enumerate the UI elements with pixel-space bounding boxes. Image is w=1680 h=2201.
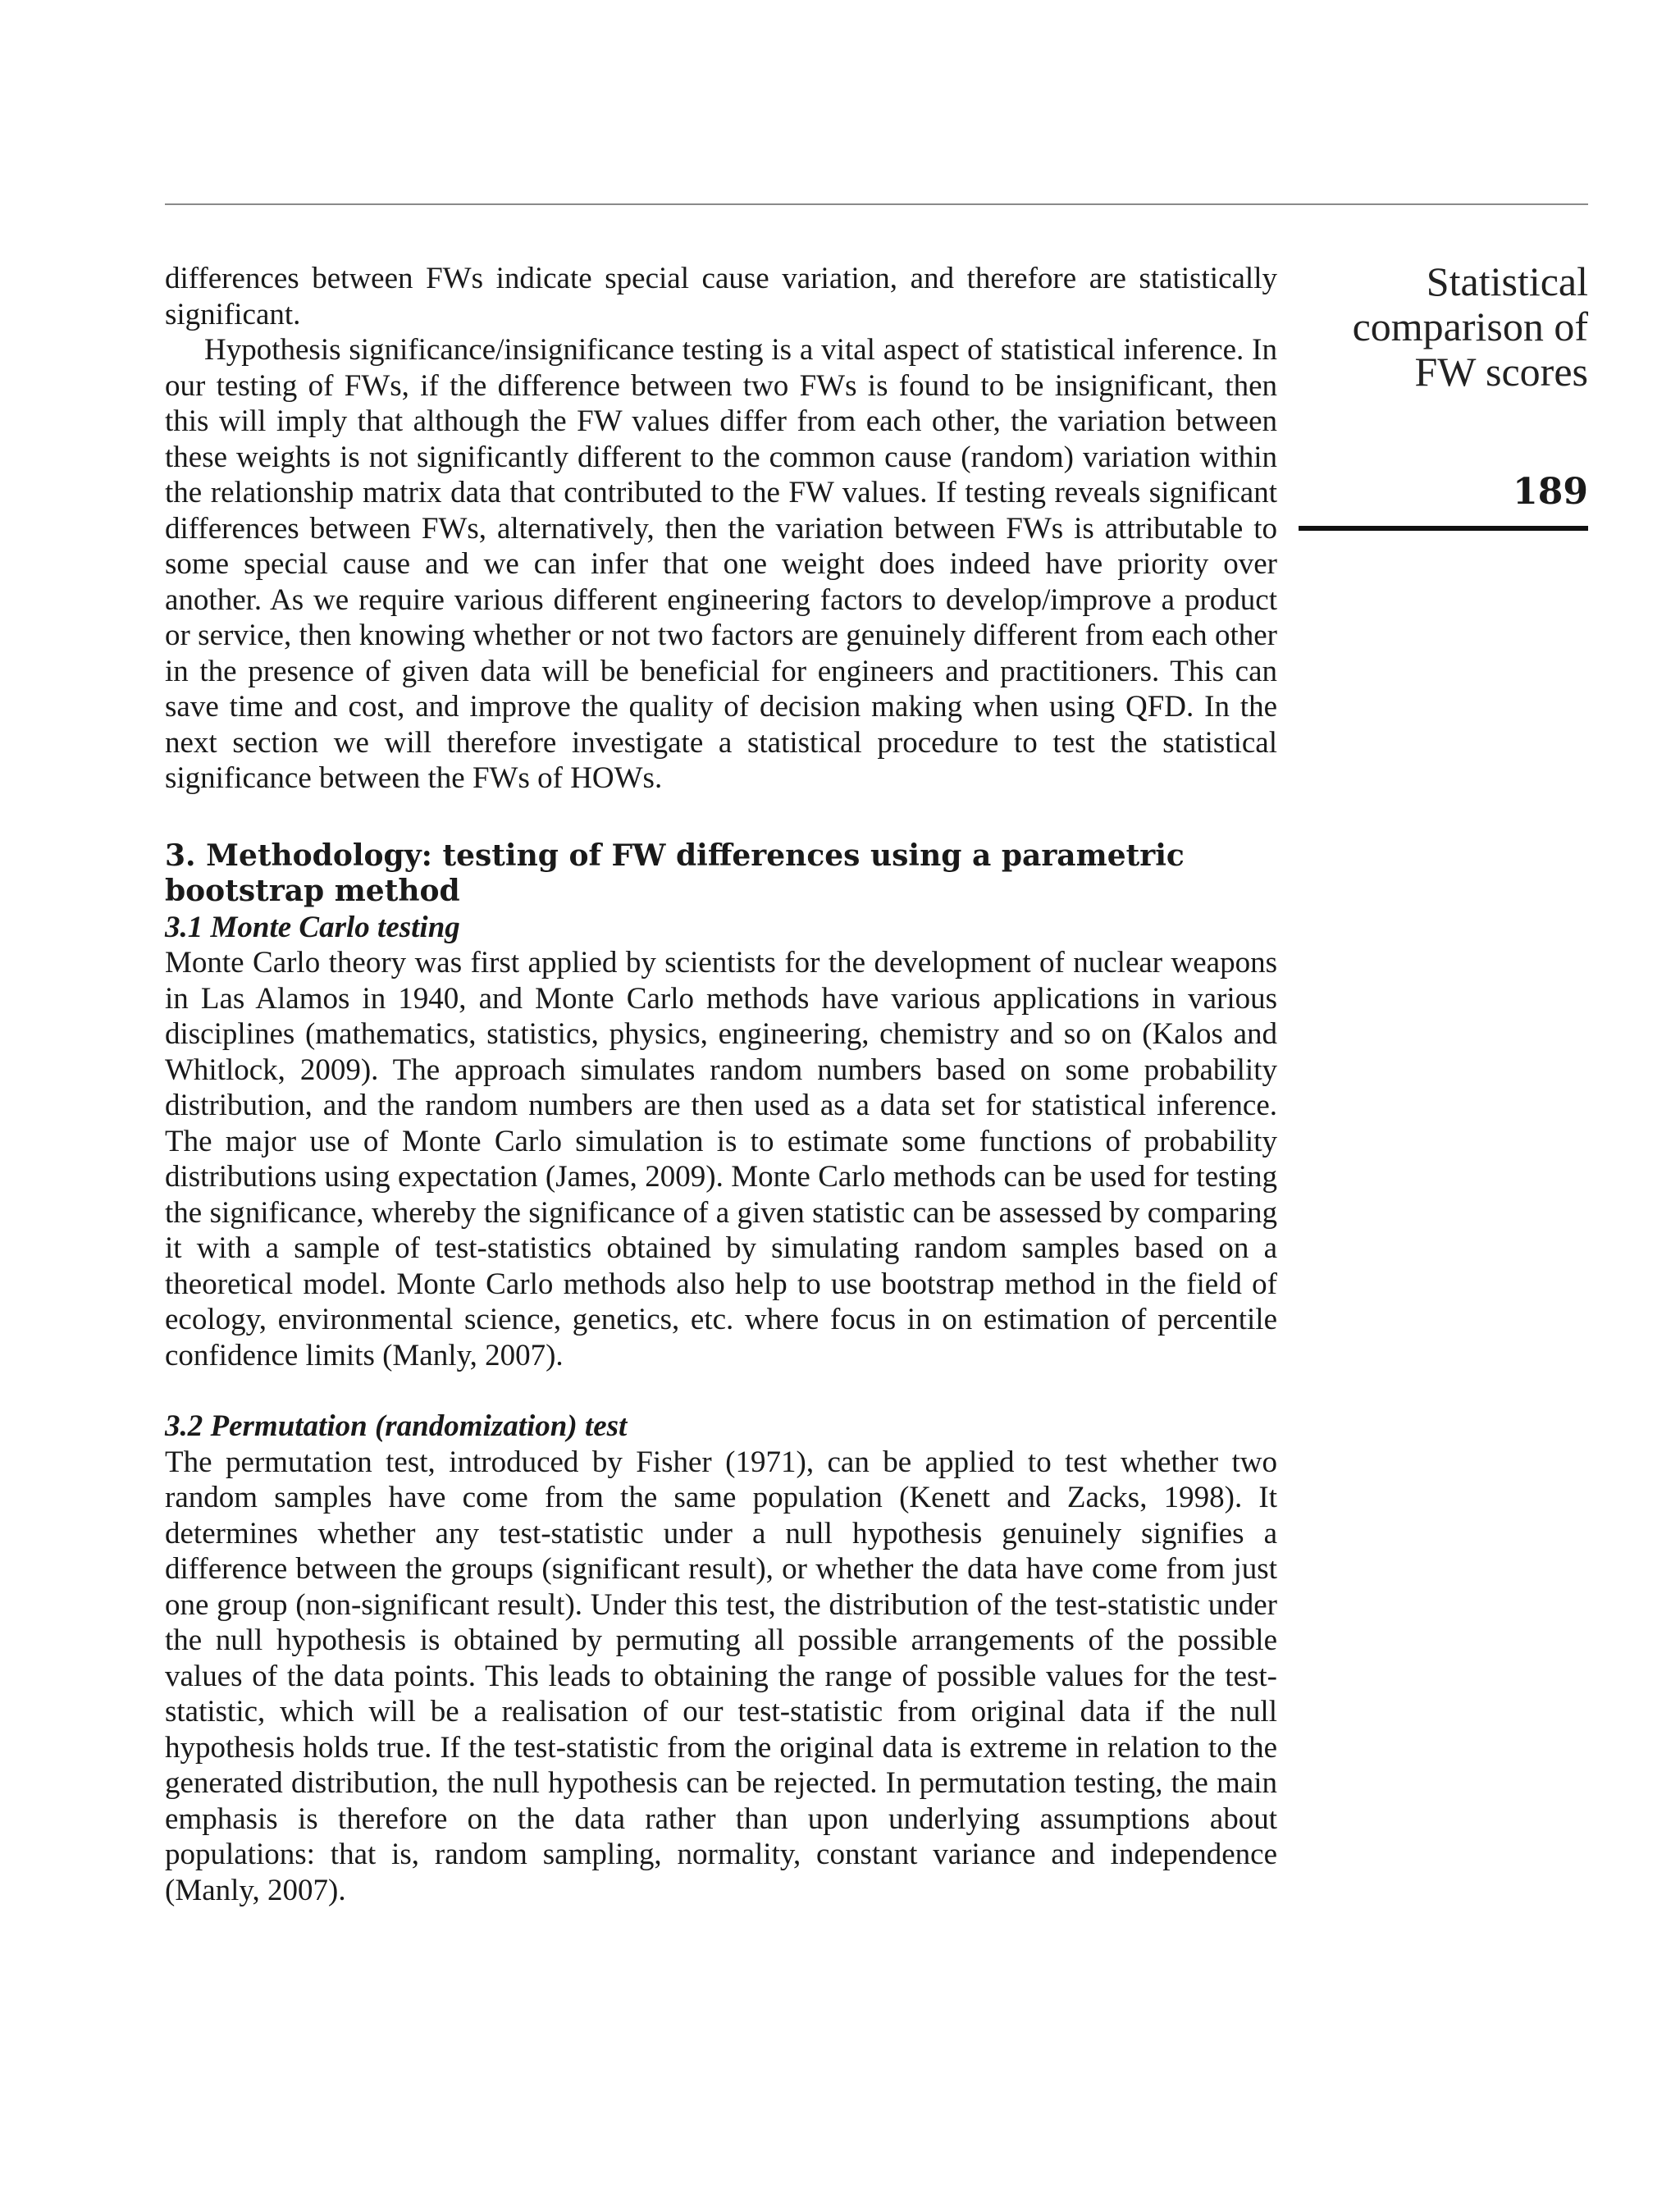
- subsection-heading-monte-carlo: 3.1 Monte Carlo testing: [165, 910, 460, 944]
- running-head: [1296, 259, 1588, 395]
- subsection-heading-permutation: 3.2 Permutation (randomization) test: [165, 1409, 628, 1443]
- section-heading-methodology: 3. Methodology: testing of FW differences using a parametric bootstrap method: [165, 838, 1185, 908]
- running-head-line-2: comparison of: [1352, 304, 1588, 349]
- top-rule: [165, 203, 1588, 205]
- page-number: 189: [1513, 471, 1588, 513]
- running-head-line-3: FW scores: [1414, 349, 1588, 395]
- main-text-column: [165, 261, 1277, 1908]
- running-head-line-1: Statistical: [1426, 258, 1588, 304]
- paragraph-continued: differences between FWs indicate special cause variation, and therefore are statistically significant.: [165, 262, 1277, 331]
- page-number-rule: [1299, 526, 1588, 531]
- paragraph-hypothesis-testing: Hypothesis significance/insignificance testing is a vital aspect of statistical inference. In our testing of FWs, if the difference between two FWs is found to be insignificant, then this will imply that although the FW values differ from each other, the variation between these weights is not significantly different to the common cause (random) variation within the relationship matrix data that contributed to the FW values. If testing reveals significant differences between FWs, alternatively, then the variation between FWs is attributable to some special cause and we can infer that one weight does indeed have priority over another. As we require various different engineering factors to develop/improve a product or service, then knowing whether or not two factors are genuinely different from each other in the presence of given data will be beneficial for engineers and practitioners. This can save time and cost, and improve the quality of decision making when using QFD. In the next section we will therefore investigate a statistical procedure to test the statistical significance between the FWs of HOWs.: [165, 333, 1277, 795]
- paragraph-permutation: The permutation test, introduced by Fisher (1971), can be applied to test whether two random samples have come from the same population (Kenett and Zacks, 1998). It determines whether any test-statistic under a null hypothesis genuinely signifies a difference between the groups (significant result), or whether the data have come from just one group (non-significant result). Under this test, the distribution of the test-statistic under the null hypothesis is obtained by permuting all possible arrangements of the possible values of the data points. This leads to obtaining the range of possible values for the test-statistic, which will be a realisation of our test-statistic from original data if the null hypothesis holds true. If the test-statistic from the original data is extreme in relation to the generated distribution, the null hypothesis can be rejected. In permutation testing, the main emphasis is therefore on the data rather than upon underlying assumptions about populations: that is, random sampling, normality, constant variance and independence (Manly, 2007).: [165, 1445, 1277, 1907]
- paragraph-monte-carlo: Monte Carlo theory was first applied by scientists for the development of nuclear weapons in Las Alamos in 1940, and Monte Carlo methods have various applications in various disciplines (mathematics, statistics, physics, engineering, chemistry and so on (Kalos and Whitlock, 2009). The approach simulates random numbers based on some probability distribution, and the random numbers are then used as a data set for statistical inference. The major use of Monte Carlo simulation is to estimate some functions of probability distributions using expectation (James, 2009). Monte Carlo methods can be used for testing the significance, whereby the significance of a given statistic can be assessed by comparing it with a sample of test-statistics obtained by simulating random samples based on a theoretical model. Monte Carlo methods also help to use bootstrap method in the field of ecology, environmental science, genetics, etc. where focus in on estimation of percentile confidence limits (Manly, 2007).: [165, 946, 1277, 1372]
